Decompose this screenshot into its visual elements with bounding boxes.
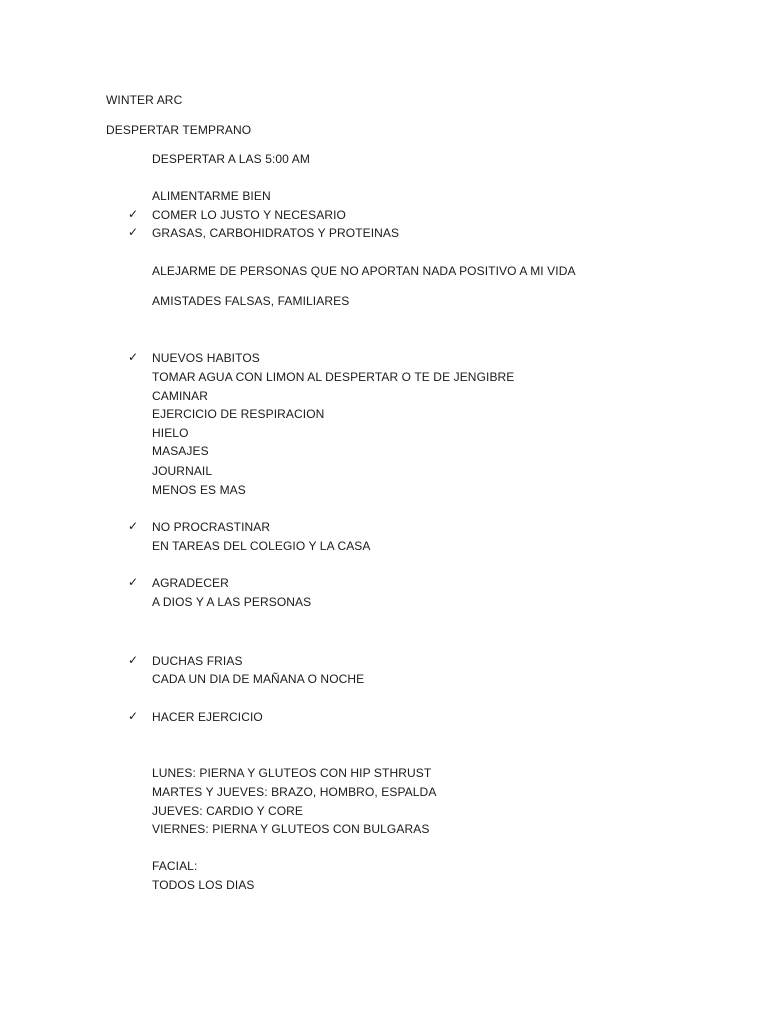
agradecer-detail: A DIOS Y A LAS PERSONAS xyxy=(152,595,312,609)
ejercicio-schedule-item: LUNES: PIERNA Y GLUTEOS CON HIP STHRUST xyxy=(152,766,432,780)
checkmark-icon: ✓ xyxy=(128,207,139,221)
habito-item: HIELO xyxy=(152,426,189,440)
checkmark-icon: ✓ xyxy=(128,350,139,364)
alimentacion-item: COMER LO JUSTO Y NECESARIO xyxy=(152,208,346,222)
habito-item: JOURNAIL xyxy=(152,464,213,478)
section-heading-duchas: DUCHAS FRIAS xyxy=(152,654,243,668)
section-heading-ejercicio: HACER EJERCICIO xyxy=(152,710,263,724)
habito-item: MENOS ES MAS xyxy=(152,483,246,497)
ejercicio-schedule-item: VIERNES: PIERNA Y GLUTEOS CON BULGARAS xyxy=(152,822,430,836)
despertar-detail: DESPERTAR A LAS 5:00 AM xyxy=(152,152,310,166)
ejercicio-schedule-item: JUEVES: CARDIO Y CORE xyxy=(152,804,304,818)
checkmark-icon: ✓ xyxy=(128,575,139,589)
alejarme-detail: AMISTADES FALSAS, FAMILIARES xyxy=(152,294,350,308)
section-heading-alimentacion: ALIMENTARME BIEN xyxy=(152,189,271,203)
habito-item: MASAJES xyxy=(152,444,209,458)
section-heading-despertar: DESPERTAR TEMPRANO xyxy=(106,123,252,137)
document-title: WINTER ARC xyxy=(106,93,183,107)
ejercicio-schedule-item: MARTES Y JUEVES: BRAZO, HOMBRO, ESPALDA xyxy=(152,785,437,799)
checkmark-icon: ✓ xyxy=(128,519,139,533)
habito-item: CAMINAR xyxy=(152,389,209,403)
habito-item: EJERCICIO DE RESPIRACION xyxy=(152,407,325,421)
procrastinar-detail: EN TAREAS DEL COLEGIO Y LA CASA xyxy=(152,539,371,553)
checkmark-icon: ✓ xyxy=(128,709,139,723)
section-heading-facial: FACIAL: xyxy=(152,859,198,873)
duchas-detail: CADA UN DIA DE MAÑANA O NOCHE xyxy=(152,672,365,686)
section-heading-agradecer: AGRADECER xyxy=(152,576,229,590)
section-heading-alejarme: ALEJARME DE PERSONAS QUE NO APORTAN NADA POSITIVO A MI VIDA xyxy=(152,264,576,278)
section-heading-habitos: NUEVOS HABITOS xyxy=(152,351,260,365)
alimentacion-item: GRASAS, CARBOHIDRATOS Y PROTEINAS xyxy=(152,226,400,240)
habito-item: TOMAR AGUA CON LIMON AL DESPERTAR O TE DE JENGIBRE xyxy=(152,370,515,384)
facial-detail: TODOS LOS DIAS xyxy=(152,878,255,892)
checkmark-icon: ✓ xyxy=(128,653,139,667)
section-heading-procrastinar: NO PROCRASTINAR xyxy=(152,520,271,534)
checkmark-icon: ✓ xyxy=(128,225,139,239)
